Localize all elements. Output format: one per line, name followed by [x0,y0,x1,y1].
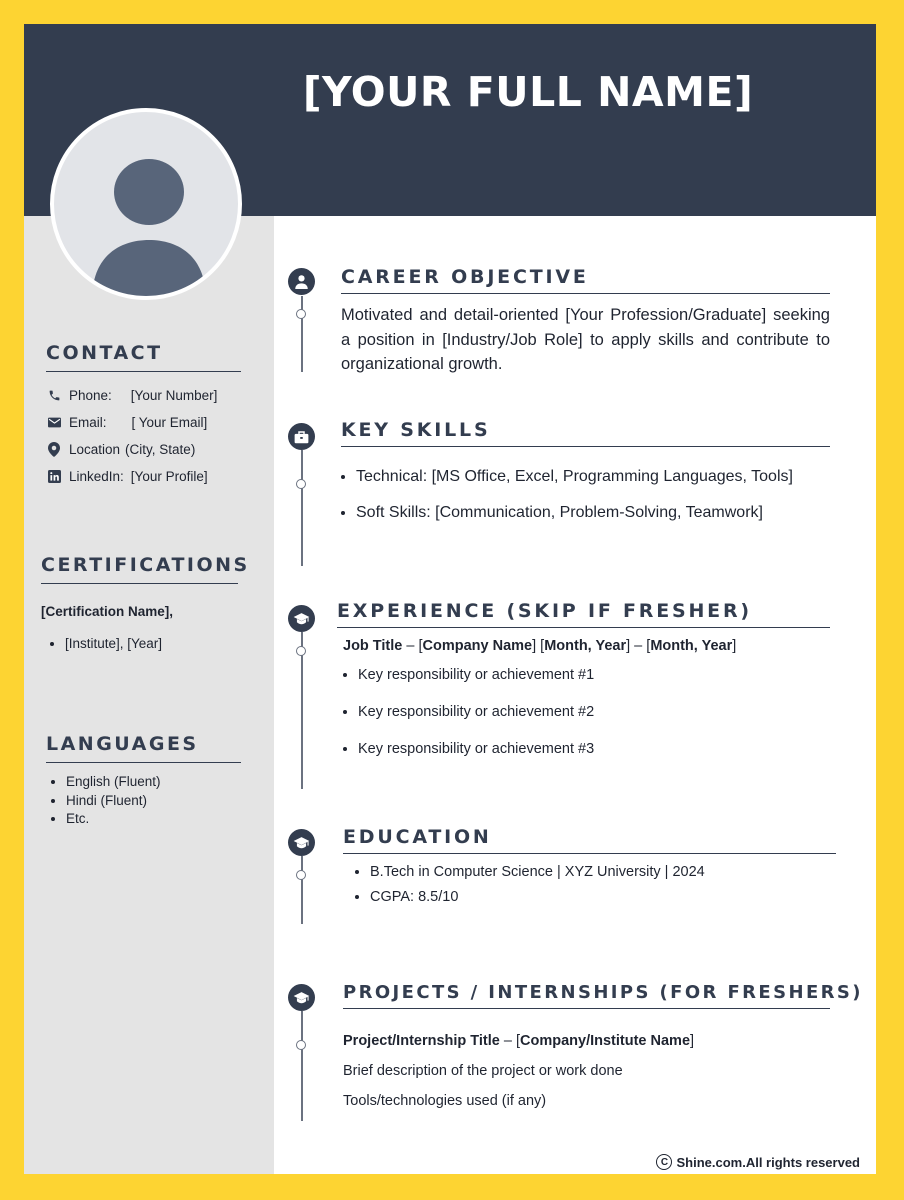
list-item: • Key responsibility or achievement #1 [358,665,830,685]
career-objective-text: Motivated and detail-oriented [Your Profession/Graduate] seeking a position in [Industry/Job Role] to apply skills and contribute to organizational growth. [341,306,830,373]
list-item: • CGPA: 8.5/10 [370,887,836,907]
list-item: • Key responsibility or achievement #2 [358,702,830,722]
timeline-line [301,856,303,924]
key-skills-title: KEY SKILLS [341,419,830,447]
certification-list [41,635,238,654]
graduation-cap-icon [288,605,315,632]
timeline-dot [296,870,306,880]
experience-section [337,600,830,759]
projects-section [343,982,863,1109]
copyright-icon: C [656,1154,672,1170]
project-tools: Tools/technologies used (if any) [343,1093,547,1109]
key-skills-list [341,467,830,523]
list-item: • Technical: [MS Office, Excel, Programming Languages, Tools] [356,467,830,487]
profile-photo-placeholder [50,108,242,300]
avatar-icon [54,112,238,296]
contact-title: CONTACT [46,342,241,372]
project-title-line: Project/Internship Title – [Company/Institute Name] [343,1033,695,1049]
list-item: • Key responsibility or achievement #3 [358,739,830,759]
timeline-dot [296,1040,306,1050]
full-name: [YOUR FULL NAME] [302,68,754,116]
resume-page [24,24,876,1174]
education-list [355,862,836,907]
contact-linkedin: LinkedIn: [Your Profile] [46,463,241,490]
timeline-line [301,450,303,566]
list-item: • Soft Skills: [Communication, Problem-Solving, Teamwork] [356,503,830,523]
list-item: • [Institute], [Year] [65,635,238,654]
list-item: • Etc. [66,810,241,829]
education-section [343,826,836,907]
career-objective-title: CAREER OBJECTIVE [341,266,830,294]
contact-email: Email: [ Your Email] [46,409,241,436]
location-icon [46,442,62,458]
career-objective-section [341,266,830,377]
languages-title: LANGUAGES [46,733,241,763]
timeline-line [301,1011,303,1121]
phone-icon [46,388,62,404]
contact-section [46,342,241,490]
linkedin-icon [46,469,62,485]
user-icon [288,268,315,295]
timeline-dot [296,479,306,489]
contact-location: Location (City, State) [46,436,241,463]
experience-list [343,665,830,759]
copyright-footer: C Shine.com.All rights reserved [656,1154,860,1170]
projects-title: PROJECTS / INTERNSHIPS (FOR FRESHERS) [343,982,830,1009]
contact-phone: Phone: [Your Number] [46,382,241,409]
job-line: Job Title – [Company Name] [Month, Year] – [Month, Year] [343,638,737,654]
education-title: EDUCATION [343,826,836,854]
briefcase-icon [288,423,315,450]
languages-list [46,773,241,829]
list-item: • B.Tech in Computer Science | XYZ University | 2024 [370,862,836,882]
project-description: Brief description of the project or work done [343,1063,623,1079]
certification-name: [Certification Name], [41,604,174,619]
experience-title: EXPERIENCE (SKIP IF FRESHER) [337,600,830,628]
graduation-cap-icon [288,829,315,856]
timeline-dot [296,646,306,656]
list-item: • Hindi (Fluent) [66,792,241,811]
languages-section [46,733,241,829]
timeline-line [301,296,303,372]
certifications-title: CERTIFICATIONS [41,554,238,584]
key-skills-section [341,419,830,523]
timeline-dot [296,309,306,319]
certifications-section [41,554,250,654]
email-icon [46,415,62,431]
list-item: • English (Fluent) [66,773,241,792]
graduation-cap-icon [288,984,315,1011]
